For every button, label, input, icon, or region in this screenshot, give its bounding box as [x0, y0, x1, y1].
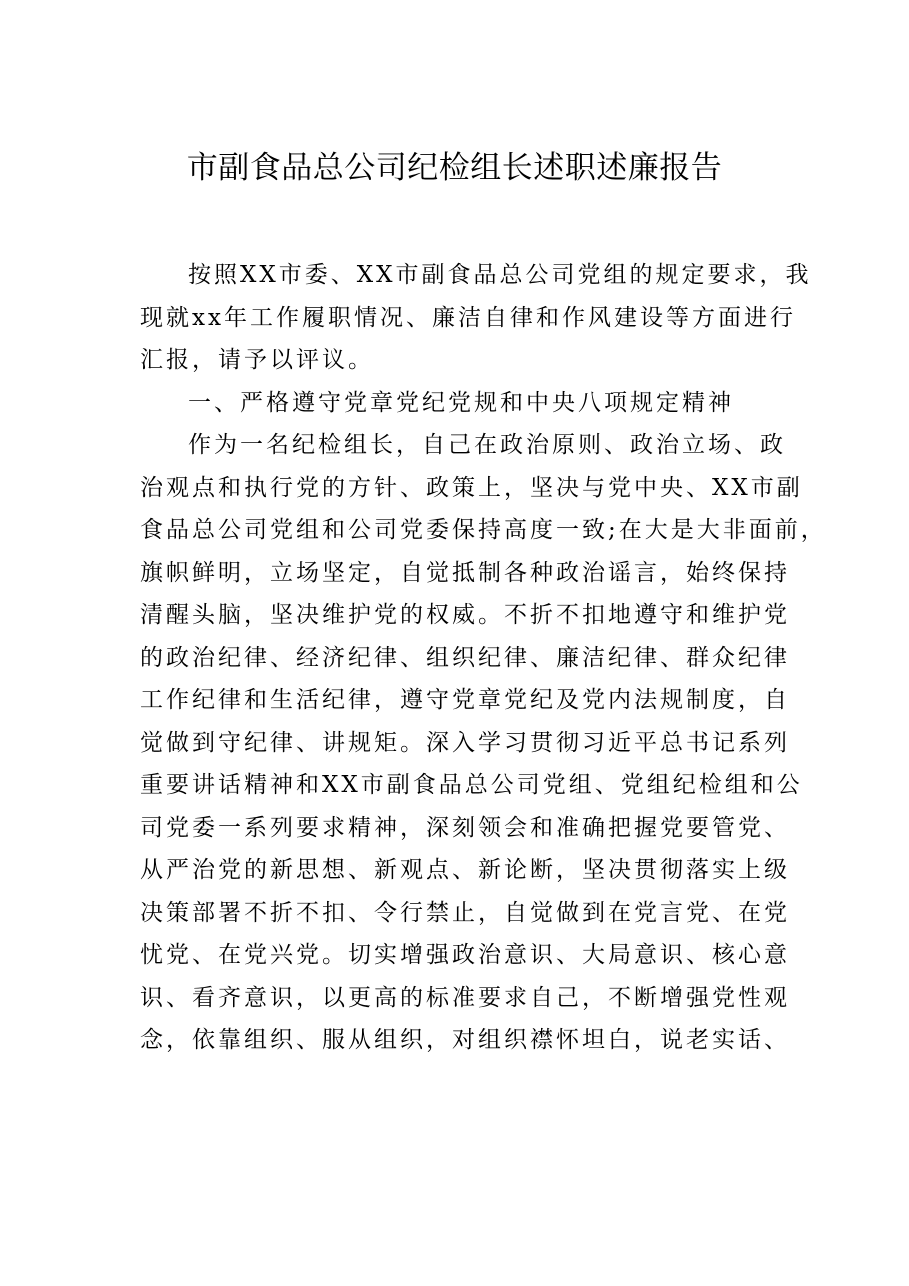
paragraph-line: 食品总公司党组和公司党委保持高度一致;在大是大非面前，	[140, 517, 827, 543]
paragraph-line: 现就xx年工作履职情况、廉洁自律和作风建设等方面进行	[140, 304, 796, 331]
paragraph-line: 从严治党的新思想、新观点、新论断，坚决贯彻落实上级	[140, 857, 790, 883]
paragraph-line: 忧党、在党兴党。切实增强政治意识、大局意识、核心意	[140, 942, 790, 968]
paragraph-line: 识、看齐意识，以更高的标准要求自己，不断增强党性观	[140, 984, 790, 1011]
section-heading: 一、严格遵守党章党纪党规和中央八项规定精神	[188, 389, 734, 416]
paragraph-line: 念，依靠组织、服从组织，对组织襟怀坦白，说老实话、	[140, 1027, 790, 1053]
paragraph-line: 作为一名纪检组长，自己在政治原则、政治立场、政	[188, 432, 786, 458]
paragraph-line: 按照XX市委、XX市副食品总公司党组的规定要求，我	[188, 262, 812, 288]
paragraph-line: 决策部署不折不扣、令行禁止，自觉做到在党言党、在党	[140, 899, 790, 926]
paragraph-line: 的政治纪律、经济纪律、组织纪律、廉洁纪律、群众纪律	[140, 644, 790, 671]
paragraph-line: 觉做到守纪律、讲规矩。深入学习贯彻习近平总书记系列	[140, 729, 790, 756]
paragraph-line: 工作纪律和生活纪律，遵守党章党纪及党内法规制度，自	[140, 687, 790, 713]
paragraph-line: 旗帜鲜明，立场坚定，自觉抵制各种政治谣言，始终保持	[140, 559, 790, 586]
document-title: 市副食品总公司纪检组长述职述廉报告	[186, 150, 723, 186]
paragraph-line: 重要讲话精神和XX市副食品总公司党组、党组纪检组和公	[140, 772, 803, 798]
document-body	[140, 254, 827, 1062]
paragraph-line: 清醒头脑，坚决维护党的权威。不折不扣地遵守和维护党	[140, 602, 790, 628]
paragraph-line: 治观点和执行党的方针、政策上，坚决与党中央、XX市副	[140, 474, 803, 501]
paragraph-line: 汇报，请予以评议。	[140, 347, 374, 373]
paragraph-line: 司党委一系列要求精神，深刻领会和准确把握党要管党、	[140, 814, 790, 841]
